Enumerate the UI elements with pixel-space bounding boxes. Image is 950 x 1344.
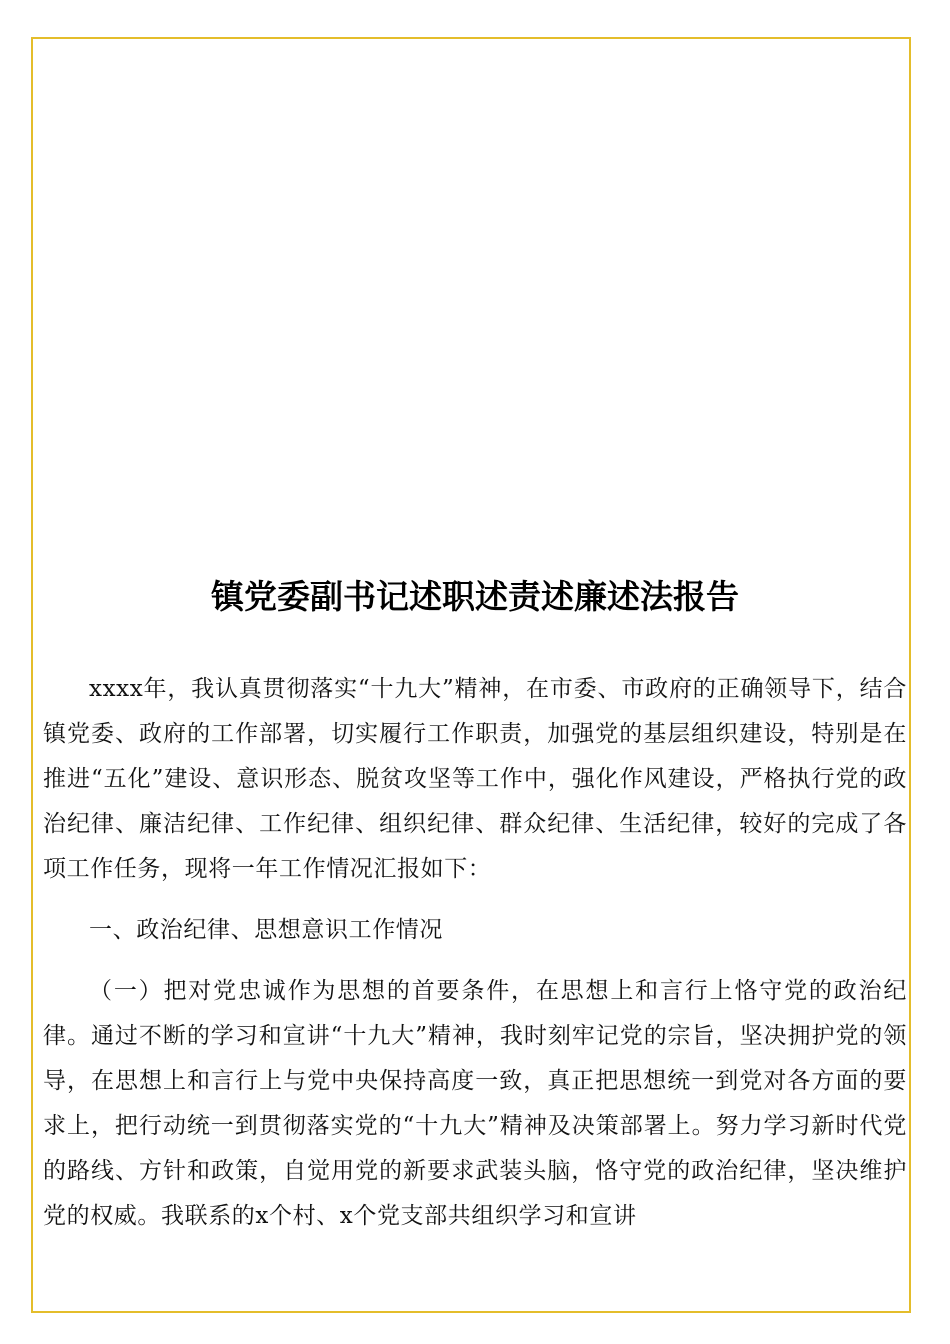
- document-title: 镇党委副书记述职述责述廉述法报告: [211, 577, 739, 616]
- document-body: [43, 567, 907, 1239]
- section-heading: 一、政治纪律、思想意识工作情况: [89, 917, 443, 943]
- intro-paragraph: xxxx年，我认真贯彻落实“十九大”精神，在市委、市政府的正确领导下，结合镇党委、政府的工作部署，切实履行工作职责，加强党的基层组织建设，特别是在推进“五化”建设、意识形态、脱贫攻坚等工作中，强化作风建设，严格执行党的政治纪律、廉洁纪律、工作纪律、组织纪律、群众纪律、生活纪律，较好的完成了各项工作任务，现将一年工作情况汇报如下：: [43, 676, 907, 882]
- body-paragraph: （一）把对党忠诚作为思想的首要条件，在思想上和言行上恪守党的政治纪律。通过不断的学习和宣讲“十九大”精神，我时刻牢记党的宗旨，坚决拥护党的领导，在思想上和言行上与党中央保持高度一致，真正把思想统一到党对各方面的要求上，把行动统一到贯彻落实党的“十九大”精神及决策部署上。努力学习新时代党的路线、方针和政策，自觉用党的新要求武装头脑，恪守党的政治纪律，坚决维护党的权威。我联系的x个村、x个党支部共组织学习和宣讲: [43, 978, 907, 1229]
